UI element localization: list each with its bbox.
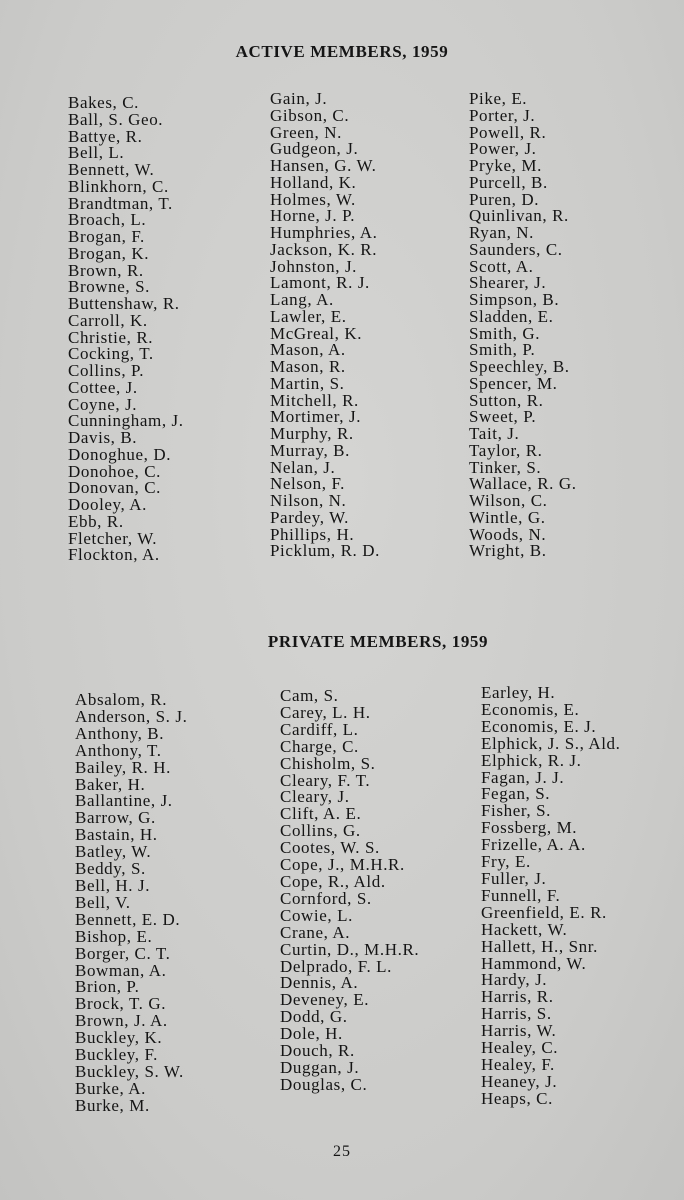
member-name: Elphick, J. S., Ald.	[481, 733, 621, 753]
member-name: Elphick, R. J.	[481, 750, 582, 770]
member-name: Bell, V.	[75, 892, 131, 912]
member-name: Curtin, D., M.H.R.	[280, 939, 420, 959]
member-name: Sladden, E.	[469, 306, 554, 326]
member-name: Burke, A.	[75, 1078, 147, 1098]
member-name: Deveney, E.	[280, 990, 370, 1010]
page-number: 25	[333, 1143, 351, 1160]
member-name: Porter, J.	[469, 105, 536, 125]
member-name: Cleary, F. T.	[280, 770, 371, 790]
member-name: Cottee, J.	[68, 377, 138, 397]
member-name: Anderson, S. J.	[75, 706, 188, 726]
member-name: Jackson, K. R.	[270, 239, 378, 259]
member-name: Powell, R.	[469, 122, 547, 142]
member-name: Murray, B.	[270, 440, 350, 460]
member-name: Cornford, S.	[280, 888, 372, 908]
member-name: Harris, W.	[481, 1021, 557, 1041]
member-name: Crane, A.	[280, 922, 351, 942]
member-name: Smith, G.	[469, 323, 541, 343]
member-name: Lang, A.	[270, 290, 334, 309]
member-name: Buckley, S. W.	[75, 1061, 184, 1081]
member-name: Shearer, J.	[469, 273, 547, 293]
member-name: Fletcher, W.	[68, 528, 158, 548]
member-name: Economis, E. J.	[481, 716, 597, 736]
member-name: Earley, H.	[481, 683, 556, 702]
member-name: Brock, T. G.	[75, 994, 167, 1014]
member-name: Healey, F.	[481, 1054, 555, 1074]
member-name: Collins, P.	[68, 361, 145, 380]
member-name: Mortimer, J.	[270, 407, 362, 427]
member-name: Carey, L. H.	[280, 702, 371, 722]
member-name: Wintle, G.	[469, 507, 546, 527]
member-name: Ballantine, J.	[75, 791, 173, 811]
member-name: Fagan, J. J.	[481, 767, 565, 787]
member-name: Speechley, B.	[469, 357, 570, 376]
member-name: Christie, R.	[68, 327, 154, 347]
member-name: Collins, G.	[280, 821, 361, 841]
private-members-column-1	[75, 692, 187, 1115]
member-name: Cunningham, J.	[68, 411, 184, 431]
member-name: Fegan, S.	[481, 784, 551, 804]
member-name: Hansen, G. W.	[270, 156, 377, 175]
active-members-column-2	[270, 91, 380, 560]
member-name: Buttenshaw, R.	[68, 294, 180, 313]
member-name: Bennett, E. D.	[75, 909, 181, 929]
member-name: Pardey, W.	[270, 507, 350, 527]
member-name: Bastain, H.	[75, 825, 158, 845]
member-name: Ebb, R.	[68, 511, 124, 531]
member-name: Barrow, G.	[75, 808, 156, 828]
member-name: McGreal, K.	[270, 323, 363, 343]
member-name: Anthony, T.	[75, 740, 162, 760]
member-name: Brogan, K.	[68, 243, 150, 263]
member-name: Martin, S.	[270, 373, 345, 393]
private-members-heading: PRIVATE MEMBERS, 1959	[267, 632, 489, 651]
active-members-column-3	[469, 91, 577, 560]
member-name: Pike, E.	[469, 89, 528, 108]
member-name: Donovan, C.	[68, 478, 162, 498]
member-name: Burke, M.	[75, 1095, 150, 1115]
member-name: Dodd, G.	[280, 1007, 348, 1027]
member-name: Cocking, T.	[68, 344, 154, 364]
member-name: Ryan, N.	[469, 223, 535, 242]
member-name: Tait, J.	[469, 424, 520, 443]
member-name: Fisher, S.	[481, 801, 552, 821]
member-name: Gain, J.	[270, 89, 328, 108]
member-name: Bell, H. J.	[75, 875, 151, 895]
member-name: Beddy, S.	[75, 859, 146, 879]
member-name: Simpson, B.	[469, 290, 560, 309]
member-name: Cope, R., Ald.	[280, 871, 386, 891]
member-name: Fuller, J.	[481, 868, 547, 888]
member-name: Woods, N.	[469, 524, 547, 544]
member-name: Greenfield, E. R.	[481, 902, 607, 922]
member-name: Cowie, L.	[280, 905, 353, 925]
member-name: Funnell, F.	[481, 885, 561, 905]
member-name: Donoghue, D.	[68, 444, 172, 464]
member-name: Broach, L.	[68, 210, 147, 230]
member-name: Smith, P.	[469, 340, 536, 360]
member-name: Carroll, K.	[68, 310, 148, 330]
member-name: Wallace, R. G.	[469, 474, 577, 494]
member-name: Cootes, W. S.	[280, 838, 380, 858]
member-name: Tinker, S.	[469, 457, 542, 477]
member-name: Sweet, P.	[469, 407, 537, 427]
member-name: Lawler, E.	[270, 306, 347, 326]
active-members-heading: ACTIVE MEMBERS, 1959	[235, 42, 449, 61]
member-name: Battye, R.	[68, 126, 143, 146]
member-name: Mason, R.	[270, 357, 346, 376]
member-name: Holmes, W.	[270, 189, 356, 209]
member-name: Davis, B.	[68, 428, 138, 447]
member-name: Quinlivan, R.	[469, 206, 569, 226]
member-name: Batley, W.	[75, 842, 152, 862]
member-name: Blinkhorn, C.	[68, 176, 169, 196]
member-name: Spencer, M.	[469, 373, 558, 393]
member-name: Baker, H.	[75, 774, 146, 794]
member-name: Gudgeon, J.	[270, 139, 359, 159]
member-name: Hammond, W.	[481, 953, 587, 973]
member-name: Hardy, J.	[481, 970, 548, 990]
member-name: Dooley, A.	[68, 495, 148, 514]
member-name: Saunders, C.	[469, 239, 563, 259]
member-name: Fry, E.	[481, 852, 531, 872]
member-name: Harris, R.	[481, 987, 554, 1007]
member-name: Green, N.	[270, 122, 342, 142]
member-name: Frizelle, A. A.	[481, 835, 586, 855]
member-name: Flockton, A.	[68, 545, 160, 565]
member-name: Nilson, N.	[270, 491, 347, 510]
member-name: Hallett, H., Snr.	[481, 936, 598, 956]
member-name: Buckley, K.	[75, 1028, 163, 1048]
member-name: Power, J.	[469, 139, 537, 159]
member-name: Economis, E.	[481, 699, 580, 719]
member-name: Hackett, W.	[481, 919, 568, 939]
member-name: Heaps, C.	[481, 1088, 553, 1108]
member-name: Cardiff, L.	[280, 719, 359, 739]
member-name: Charge, C.	[280, 736, 359, 756]
member-name: Picklum, R. D.	[270, 541, 380, 561]
member-name: Murphy, R.	[270, 424, 354, 443]
member-name: Horne, J. P.	[270, 206, 356, 226]
member-name: Browne, S.	[68, 277, 151, 297]
member-name: Ball, S. Geo.	[68, 109, 164, 129]
member-name: Purcell, B.	[469, 172, 548, 192]
member-name: Fossberg, M.	[481, 818, 578, 838]
member-name: Harris, S.	[481, 1004, 552, 1024]
member-name: Sutton, R.	[469, 390, 544, 410]
member-name: Cope, J., M.H.R.	[280, 855, 405, 875]
member-name: Mitchell, R.	[270, 390, 359, 410]
member-name: Brandtman, T.	[68, 193, 173, 213]
member-name: Duggan, J.	[280, 1057, 360, 1077]
member-name: Brown, J. A.	[75, 1011, 168, 1031]
member-name: Bowman, A.	[75, 960, 167, 980]
member-name: Dennis, A.	[280, 973, 359, 993]
member-name: Dole, H.	[280, 1024, 343, 1044]
member-name: Nelan, J.	[270, 457, 336, 477]
member-name: Johnston, J.	[270, 256, 358, 276]
member-name: Heaney, J.	[481, 1071, 558, 1091]
member-name: Delprado, F. L.	[280, 956, 392, 976]
member-name: Holland, K.	[270, 172, 357, 192]
member-name: Taylor, R.	[469, 440, 543, 460]
member-name: Scott, A.	[469, 256, 534, 276]
member-name: Gibson, C.	[270, 105, 350, 125]
member-name: Anthony, B.	[75, 723, 165, 743]
member-name: Humphries, A.	[270, 223, 378, 242]
member-name: Lamont, R. J.	[270, 273, 370, 293]
member-name: Cam, S.	[280, 686, 339, 705]
member-name: Mason, A.	[270, 340, 346, 360]
member-name: Buckley, F.	[75, 1045, 158, 1065]
member-name: Cleary, J.	[280, 787, 350, 807]
member-name: Douch, R.	[280, 1041, 355, 1061]
active-members-column-1	[68, 95, 184, 564]
member-name: Bailey, R. H.	[75, 757, 171, 777]
member-name: Nelson, F.	[270, 474, 346, 494]
private-members-column-2	[280, 688, 419, 1094]
member-name: Wilson, C.	[469, 491, 548, 510]
private-members-column-3	[481, 685, 621, 1108]
member-name: Bennett, W.	[68, 160, 155, 179]
member-name: Brion, P.	[75, 977, 140, 997]
member-name: Bishop, E.	[75, 926, 153, 946]
member-name: Chisholm, S.	[280, 753, 376, 773]
member-name: Pryke, M.	[469, 156, 542, 175]
member-name: Donohoe, C.	[68, 461, 162, 481]
member-name: Healey, C.	[481, 1038, 559, 1058]
member-name: Absalom, R.	[75, 690, 168, 709]
member-name: Douglas, C.	[280, 1074, 368, 1094]
member-name: Coyne, J.	[68, 394, 138, 414]
member-name: Clift, A. E.	[280, 804, 362, 824]
member-name: Brogan, F.	[68, 227, 145, 246]
member-name: Bakes, C.	[68, 93, 140, 112]
member-name: Bell, L.	[68, 143, 125, 163]
member-name: Wright, B.	[469, 541, 547, 561]
member-name: Borger, C. T.	[75, 943, 171, 963]
member-name: Puren, D.	[469, 189, 540, 209]
member-name: Phillips, H.	[270, 524, 355, 544]
member-name: Brown, R.	[68, 260, 144, 280]
